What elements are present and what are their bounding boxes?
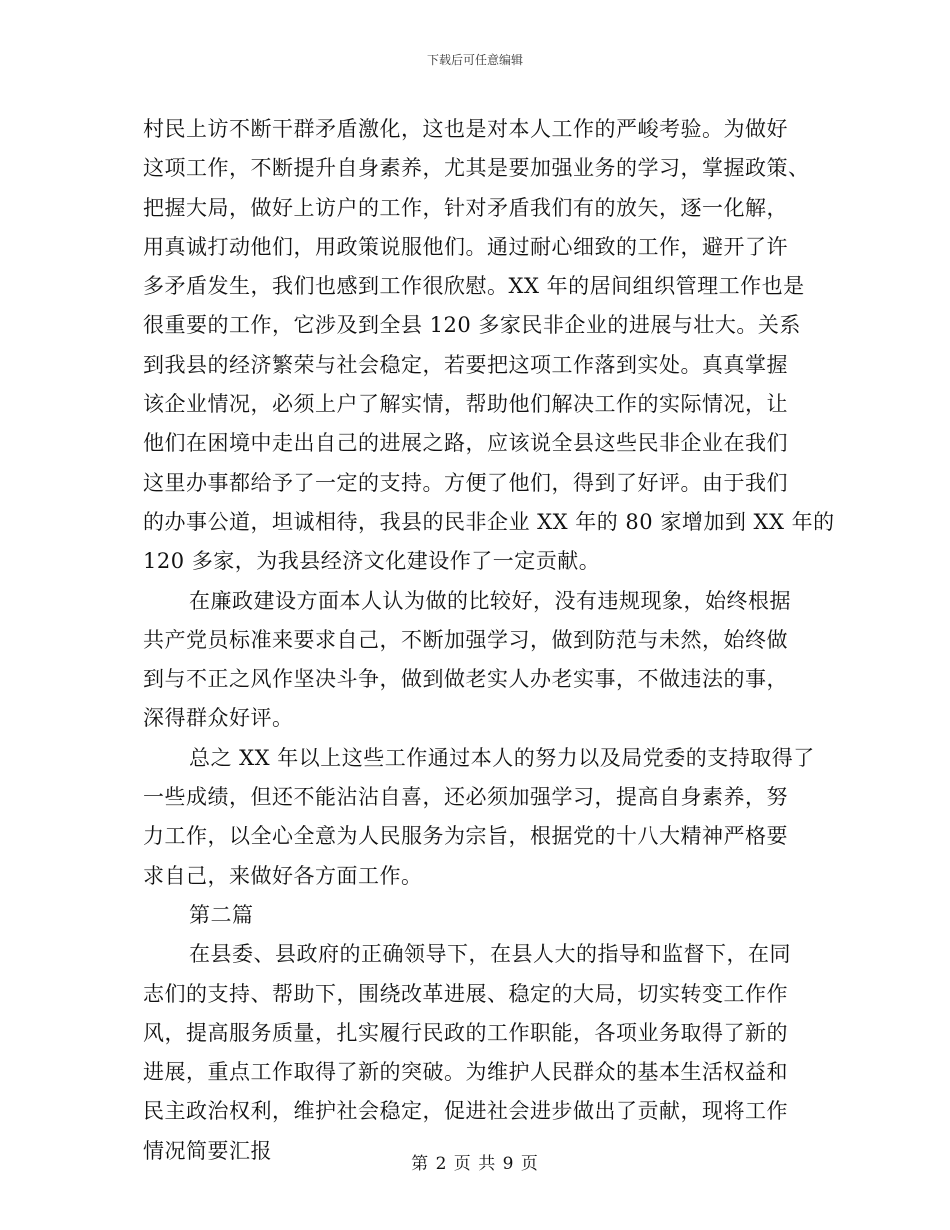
text-line: 到我县的经济繁荣与社会稳定，若要把这项工作落到实处。真真掌握	[143, 352, 788, 377]
text-line: 的办事公道，坦诚相待，我县的民非企业 XX 年的 80 家增加到 XX 年的	[143, 509, 835, 534]
text-line: 求自己，来做好各方面工作。	[143, 863, 423, 888]
text-line: 进展，重点工作取得了新的突破。为维护人民群众的基本生活权益和	[143, 1060, 788, 1085]
text-line: 把握大局，做好上访户的工作，针对矛盾我们有的放矢，逐一化解，	[143, 195, 788, 220]
text-line: 深得群众好评。	[143, 706, 294, 731]
text-line: 风，提高服务质量，扎实履行民政的工作职能，各项业务取得了新的	[143, 1020, 788, 1045]
paragraph-start-line: 在廉政建设方面本人认为做的比较好，没有违规现象，始终根据	[189, 588, 791, 613]
text-line: 民主政治权利，维护社会稳定，促进社会进步做出了贡献，现将工作	[143, 1099, 788, 1124]
text-line: 共产党员标准来要求自己，不断加强学习，做到防范与未然，始终做	[143, 627, 788, 652]
text-line: 情况简要汇报	[143, 1138, 272, 1163]
text-line: 村民上访不断干群矛盾激化，这也是对本人工作的严峻考验。为做好	[143, 117, 788, 141]
text-line: 志们的支持、帮助下，围绕改革进展、稳定的大局，切实转变工作作	[143, 981, 788, 1006]
paragraph-start-line: 在县委、县政府的正确领导下，在县人大的指导和监督下，在同	[189, 942, 791, 967]
document-body	[143, 110, 835, 1171]
text-line: 他们在困境中走出自己的进展之路，应该说全县这些民非企业在我们	[143, 431, 788, 456]
text-line: 这项工作，不断提升自身素养，尤其是要加强业务的学习，掌握政策、	[143, 156, 810, 181]
text-line: 多矛盾发生，我们也感到工作很欣慰。XX 年的居间组织管理工作也是	[143, 274, 805, 299]
text-line: 一些成绩，但还不能沾沾自喜，还必须加强学习，提高自身素养，努	[143, 785, 788, 810]
section-heading: 第二篇	[189, 902, 254, 927]
text-line: 120 多家，为我县经济文化建设作了一定贡献。	[143, 549, 601, 574]
text-line: 这里办事都给予了一定的支持。方便了他们，得到了好评。由于我们	[143, 470, 788, 495]
text-line: 该企业情况，必须上户了解实情，帮助他们解决工作的实际情况，让	[143, 392, 788, 417]
text-line: 很重要的工作，它涉及到全县 120 多家民非企业的进展与壮大。关系	[143, 313, 801, 338]
page-number-footer: 第 2 页 共 9 页	[411, 1154, 539, 1174]
text-line: 用真诚打动他们，用政策说服他们。通过耐心细致的工作，避开了许	[143, 234, 788, 259]
page-header-note: 下载后可任意编辑	[426, 53, 523, 67]
paragraph-start-line: 总之 XX 年以上这些工作通过本人的努力以及局党委的支持取得了	[189, 745, 815, 770]
text-line: 力工作，以全心全意为人民服务为宗旨，根据党的十八大精神严格要	[143, 824, 788, 849]
text-line: 到与不正之风作坚决斗争，做到做老实人办老实事，不做违法的事，	[143, 667, 788, 692]
